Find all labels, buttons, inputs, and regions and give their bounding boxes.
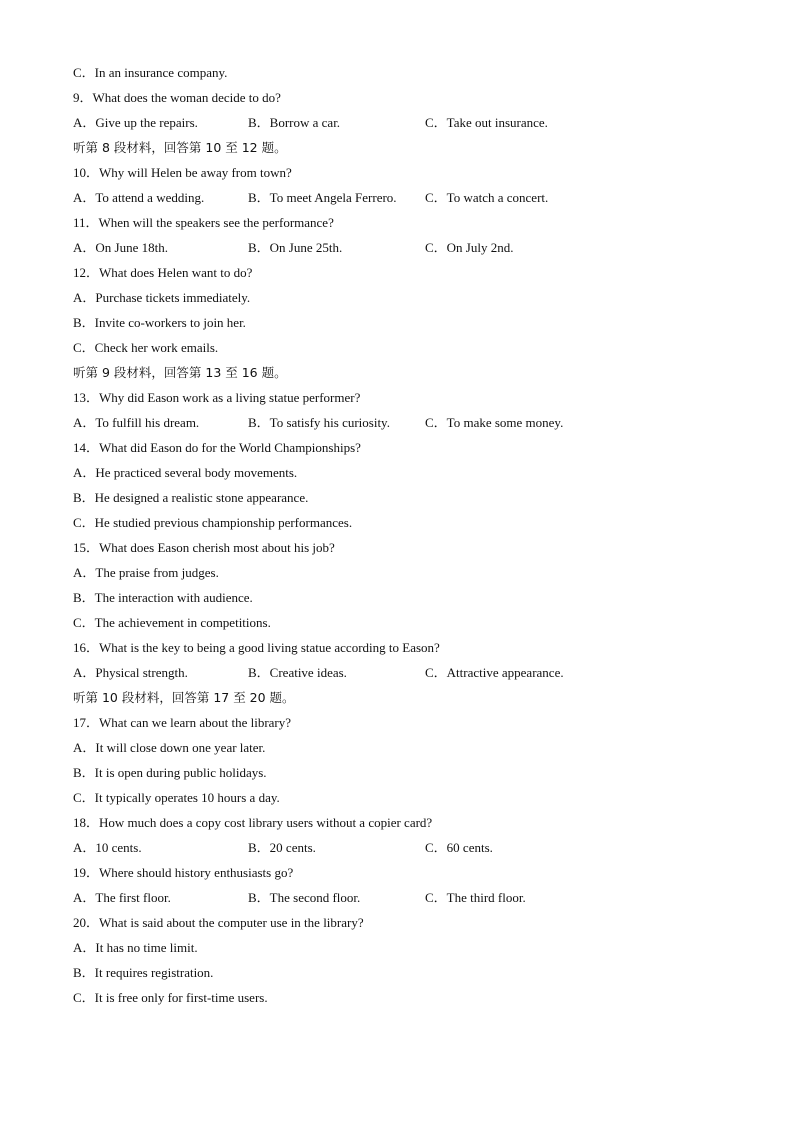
section-heading: 听第 10 段材料，回答第 17 至 20 题。 — [73, 690, 295, 705]
question-text: 19．Where should history enthusiasts go? — [73, 865, 294, 880]
option-a: A．The first floor. — [73, 890, 171, 905]
option-text: A．It has no time limit. — [73, 940, 198, 955]
section-heading: 听第 8 段材料，回答第 10 至 12 题。 — [73, 140, 287, 155]
section-heading: 听第 9 段材料，回答第 13 至 16 题。 — [73, 365, 287, 380]
option-b: B．Creative ideas. — [248, 665, 347, 680]
option-a: A．Give up the repairs. — [73, 115, 198, 130]
option-c: C．Take out insurance. — [425, 115, 548, 130]
option-text: C．Check her work emails. — [73, 340, 219, 355]
option-text: A．It will close down one year later. — [73, 740, 266, 755]
option-text: C．It is free only for first-time users. — [73, 990, 268, 1005]
question-text: 17．What can we learn about the library? — [73, 715, 292, 730]
option-a: A．To attend a wedding. — [73, 190, 205, 205]
option-a: A．To fulfill his dream. — [73, 415, 200, 430]
option-b: B．20 cents. — [248, 840, 316, 855]
option-text: A．The praise from judges. — [73, 565, 219, 580]
option-c: C．60 cents. — [425, 840, 493, 855]
question-text: 15．What does Eason cherish most about his job? — [73, 540, 335, 555]
option-text: B．Invite co-workers to join her. — [73, 315, 246, 330]
option-text: C．It typically operates 10 hours a day. — [73, 790, 280, 805]
option-b: B．Borrow a car. — [248, 115, 341, 130]
option-c: C．The third floor. — [425, 890, 526, 905]
option-text: A．Purchase tickets immediately. — [73, 290, 251, 305]
option-b: B．The second floor. — [248, 890, 361, 905]
option-text: B．It requires registration. — [73, 965, 214, 980]
option-b: B．On June 25th. — [248, 240, 343, 255]
option-c: C．Attractive appearance. — [425, 665, 564, 680]
options-row — [73, 664, 564, 682]
question-text: 9．What does the woman decide to do? — [73, 90, 281, 105]
option-text: A．He practiced several body movements. — [73, 465, 298, 480]
option-c: C．To make some money. — [425, 415, 564, 430]
question-text: 14．What did Eason do for the World Championships? — [73, 440, 361, 455]
question-text: 12．What does Helen want to do? — [73, 265, 253, 280]
option-c: C．On July 2nd. — [425, 240, 514, 255]
option-c: C．To watch a concert. — [425, 190, 549, 205]
option-text: B．It is open during public holidays. — [73, 765, 267, 780]
option-text: B．He designed a realistic stone appearance. — [73, 490, 309, 505]
question-text: 10．Why will Helen be away from town? — [73, 165, 292, 180]
option-a: A．Physical strength. — [73, 665, 188, 680]
question-text: 11．When will the speakers see the performance? — [73, 215, 334, 230]
options-row — [73, 189, 549, 207]
option-text: C．The achievement in competitions. — [73, 615, 271, 630]
options-row — [73, 114, 548, 132]
options-row — [73, 414, 564, 432]
question-text: 13．Why did Eason work as a living statue performer? — [73, 390, 361, 405]
question-text: 18．How much does a copy cost library users without a copier card? — [73, 815, 433, 830]
option-b: B．To meet Angela Ferrero. — [248, 190, 397, 205]
option-a: A．On June 18th. — [73, 240, 168, 255]
option-a: A．10 cents. — [73, 840, 142, 855]
options-row — [73, 839, 493, 857]
options-row — [73, 889, 526, 907]
option-text: C．He studied previous championship performances. — [73, 515, 353, 530]
option-text: B．The interaction with audience. — [73, 590, 253, 605]
question-text: 20．What is said about the computer use in the library? — [73, 915, 364, 930]
option-text: C．In an insurance company. — [73, 65, 228, 80]
question-text: 16．What is the key to being a good living statue according to Eason? — [73, 640, 440, 655]
option-b: B．To satisfy his curiosity. — [248, 415, 390, 430]
options-row — [73, 239, 514, 257]
